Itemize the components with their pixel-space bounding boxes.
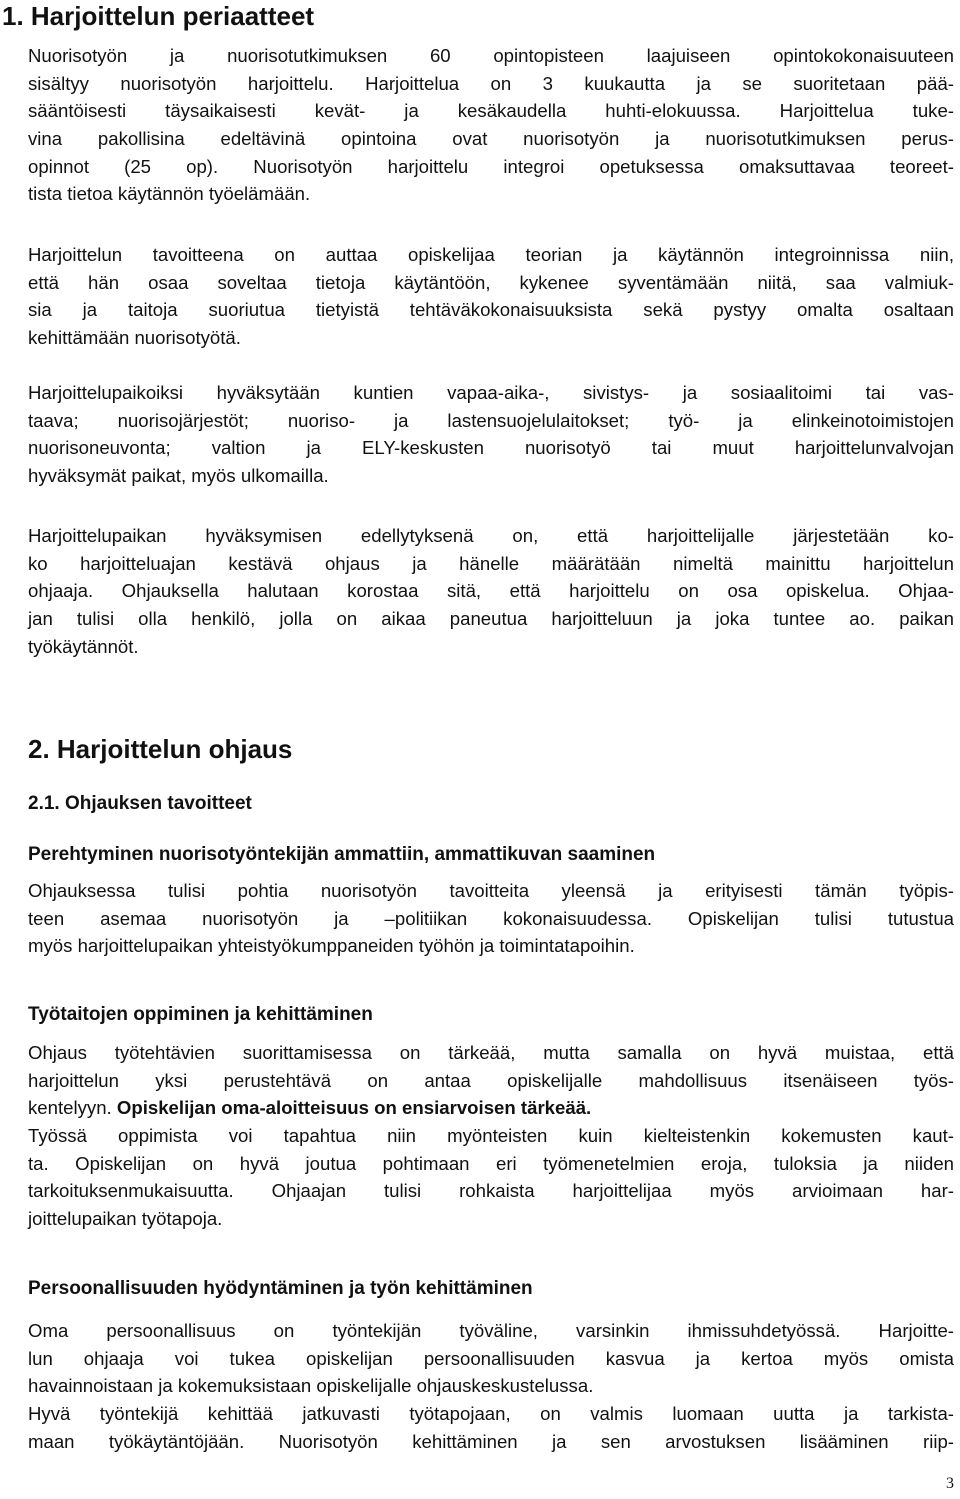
text-line: vina pakollisina edeltävinä opintoina ovat nuorisotyön ja nuorisotutkimuksen perus- xyxy=(28,128,954,150)
section-heading-1: 1. Harjoittelun periaatteet xyxy=(2,1,315,31)
block-title-tyotaidot: Työtaitojen oppiminen ja kehittäminen xyxy=(28,1004,373,1025)
text-line: tista tietoa käytännön työelämään. xyxy=(28,183,311,205)
text-line: taava; nuorisojärjestöt; nuoriso- ja lastensuojelulaitokset; työ- ja elinkeinotoimistojen xyxy=(28,409,954,431)
text-line: Harjoittelupaikoiksi hyväksytään kuntien vapaa-aika-, sivistys- ja sosiaalitoimi tai vas- xyxy=(28,382,954,403)
text-line: työkäytännöt. xyxy=(28,635,139,657)
text-line: ko harjoitteluajan kestävä ohjaus ja hänelle määrätään nimeltä mainittu harjoittelun xyxy=(28,552,954,574)
paragraph-2 xyxy=(28,241,954,352)
bold-sentence: Opiskelijan oma-aloitteisuus on ensiarvoisen tärkeää. xyxy=(116,1097,592,1119)
text-line: sääntöisesti täysaikaisesti kevät- ja kesäkaudella huhti-elokuussa. Harjoittelua tuke- xyxy=(28,100,954,122)
text-line: hyväksymät paikat, myös ulkomailla. xyxy=(28,465,329,487)
paragraph-3 xyxy=(28,379,954,490)
text-line: tarkoituksenmukaisuutta. Ohjaajan tulisi rohkaista harjoittelijaa myös arvioimaan har- xyxy=(28,1180,954,1202)
page-number: 3 xyxy=(946,1475,954,1492)
text-line: joittelupaikan työtapoja. xyxy=(28,1208,223,1230)
text-segment: kentelyyn. xyxy=(28,1097,112,1119)
text-line: maan työkäytäntöjään. Nuorisotyön kehittäminen ja sen arvostuksen lisääminen riip- xyxy=(28,1430,954,1452)
text-line: kehittämään nuorisotyötä. xyxy=(28,327,241,349)
text-line: Nuorisotyön ja nuorisotutkimuksen 60 opintopisteen laajuiseen opintokokonaisuuteen xyxy=(28,45,954,66)
text-line: havainnoistaan ja kokemuksistaan opiskelijalle ohjauskeskustelussa. xyxy=(28,1375,594,1397)
paragraph-4 xyxy=(28,522,954,660)
block-title-perehtyminen: Perehtyminen nuorisotyöntekijän ammattiin, ammattikuvan saaminen xyxy=(28,844,656,865)
text-line: Oma persoonallisuus on työntekijän työväline, varsinkin ihmissuhdetyössä. Harjoitte- xyxy=(28,1320,954,1341)
text-line: ohjaaja. Ohjauksella halutaan korostaa sitä, että harjoittelu on osa opiskelua. Ohjaa- xyxy=(28,580,954,602)
text-line: harjoittelun yksi perustehtävä on antaa opiskelijalle mahdollisuus itsenäiseen työs- xyxy=(28,1069,954,1091)
text-line: sia ja taitoja suoriutua tietyistä tehtäväkokonaisuuksista sekä pystyy omalta osaltaan xyxy=(28,299,954,321)
text-line: Ohjaus työtehtävien suorittamisessa on tärkeää, mutta samalla on hyvä muistaa, että xyxy=(28,1042,954,1063)
text-line: Työssä oppimista voi tapahtua niin myönteisten kuin kielteistenkin kokemusten kaut- xyxy=(28,1125,954,1147)
block-title-persoonallisuus: Persoonallisuuden hyödyntäminen ja työn kehittäminen xyxy=(28,1278,533,1299)
block-text-tyotaidot xyxy=(28,1039,954,1233)
text-line: lun ohjaaja voi tukea opiskelijan persoonallisuuden kasvua ja kertoa myös omista xyxy=(28,1347,954,1369)
text-line: jan tulisi olla henkilö, jolla on aikaa paneutua harjoitteluun ja joka tuntee ao. paikan xyxy=(28,608,954,630)
block-text-persoonallisuus xyxy=(28,1317,954,1455)
text-line: myös harjoittelupaikan yhteistyökumppaneiden työhön ja toimintatapoihin. xyxy=(28,935,635,957)
text-line: teen asemaa nuorisotyön ja –politiikan kokonaisuudessa. Opiskelijan tulisi tutustua xyxy=(28,907,954,929)
text-line: Ohjauksessa tulisi pohtia nuorisotyön tavoitteita yleensä ja erityisesti tämän työpis- xyxy=(28,880,954,901)
text-line: nuorisoneuvonta; valtion ja ELY-keskusten nuorisotyö tai muut harjoittelunvalvojan xyxy=(28,437,954,459)
text-line: että hän osaa soveltaa tietoja käytäntöön, kykenee syventämään niitä, saa valmiuk- xyxy=(28,271,954,293)
text-line: sisältyy nuorisotyön harjoittelu. Harjoittelua on 3 kuukautta ja se suoritetaan pää- xyxy=(28,72,954,94)
text-line: Harjoittelun tavoitteena on auttaa opiskelijaa teorian ja käytännön integroinnissa niin, xyxy=(28,244,954,265)
text-line: ta. Opiskelijan on hyvä joutua pohtimaan eri työmenetelmien eroja, tuloksia ja niiden xyxy=(28,1152,954,1174)
subsection-heading-2-1: 2.1. Ohjauksen tavoitteet xyxy=(28,793,252,814)
text-line-with-bold xyxy=(28,1094,954,1122)
block-text-perehtyminen xyxy=(28,877,954,960)
paragraph-1 xyxy=(28,42,954,208)
text-line: Harjoittelupaikan hyväksymisen edellytyksenä on, että harjoittelijalle järjestetään ko- xyxy=(28,525,954,546)
text-line: Hyvä työntekijä kehittää jatkuvasti työtapojaan, on valmis luomaan uutta ja tarkista- xyxy=(28,1403,954,1425)
section-heading-2: 2. Harjoittelun ohjaus xyxy=(28,734,293,764)
text-line: opinnot (25 op). Nuorisotyön harjoittelu integroi opetuksessa omaksuttavaa teoreet- xyxy=(28,155,954,177)
